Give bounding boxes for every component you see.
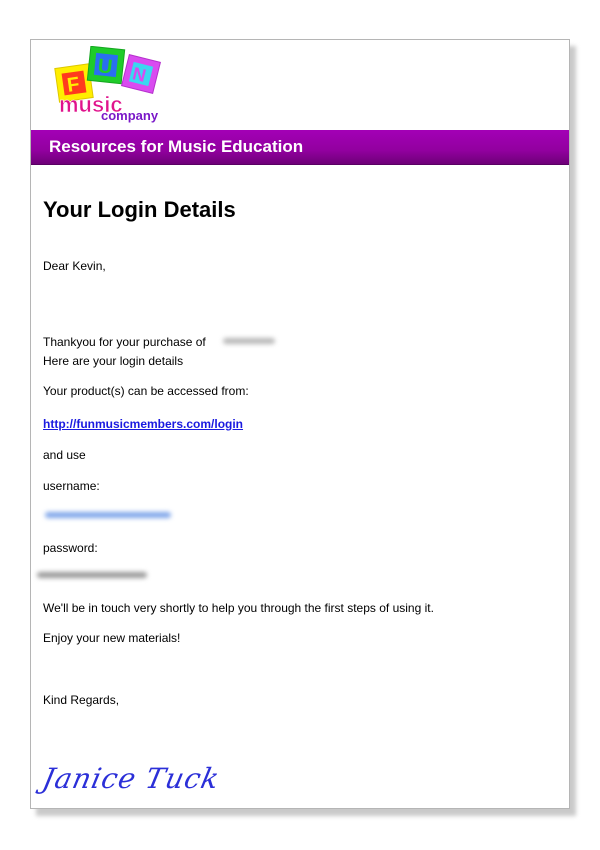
- email-page: [30, 39, 570, 809]
- greeting-text: Dear Kevin,: [43, 259, 106, 273]
- logo-letter-f: F: [65, 73, 81, 97]
- redacted-username: [45, 512, 171, 518]
- access-text: Your product(s) can be accessed from:: [43, 384, 249, 398]
- page-title: Your Login Details: [43, 197, 236, 222]
- password-label: password:: [43, 541, 98, 555]
- banner: [31, 130, 570, 165]
- purchase-text: Thankyou for your purchase of: [43, 335, 206, 349]
- redacted-password: [37, 572, 147, 578]
- login-url-link[interactable]: http://funmusicmembers.com/login: [43, 417, 244, 431]
- banner-title: Resources for Music Education: [49, 137, 304, 156]
- logo-letter-n: N: [130, 63, 149, 86]
- username-label: username:: [43, 479, 100, 493]
- enjoy-text: Enjoy your new materials!: [43, 631, 181, 645]
- touch-text: We'll be in touch very shortly to help you through the first steps of using it.: [43, 601, 434, 615]
- logo-letter-u: U: [96, 55, 114, 79]
- closing-text: Kind Regards,: [43, 693, 120, 707]
- logo-music-text: music: [59, 92, 123, 117]
- logo-company-text: company: [101, 108, 159, 123]
- logo-block-u: [87, 46, 124, 83]
- login-intro-text: Here are your login details: [43, 354, 184, 368]
- fun-music-company-logo: [45, 46, 175, 128]
- redacted-product-name: [223, 338, 275, 344]
- signature: Janice Tuck: [39, 762, 223, 795]
- and-use-text: and use: [43, 448, 86, 462]
- logo-block-n: [122, 55, 161, 94]
